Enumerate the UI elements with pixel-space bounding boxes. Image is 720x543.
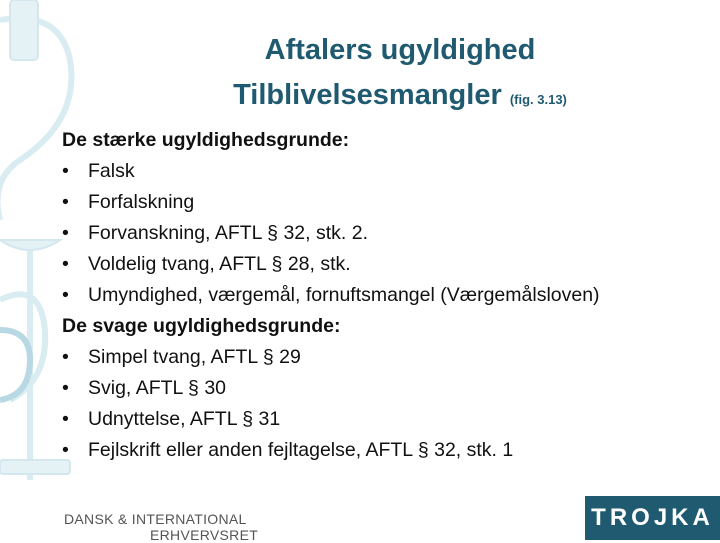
list-item-text: Forfalskning: [88, 191, 195, 213]
list-item-text: Simpel tvang, AFTL § 29: [88, 346, 301, 368]
list-item-text: Umyndighed, værgemål, fornuftsmangel (Værgemålsloven): [88, 284, 600, 306]
footer-publisher: [64, 511, 258, 543]
figure-reference: (fig. 3.13): [509, 92, 567, 107]
list-item: [62, 342, 702, 373]
list-item: [62, 187, 702, 218]
list-item: [62, 156, 702, 187]
list-item: [62, 218, 702, 249]
list-item: [62, 404, 702, 435]
bullet-icon: •: [62, 222, 69, 244]
strong-grounds-heading: De stærke ugyldighedsgrunde:: [62, 129, 350, 151]
list-item: [62, 249, 702, 280]
bullet-icon: •: [62, 284, 69, 306]
list-item-text: Svig, AFTL § 30: [88, 377, 227, 399]
footer-line-1: DANSK & INTERNATIONAL: [64, 511, 247, 527]
list-item-text: Forvanskning, AFTL § 32, stk. 2.: [88, 222, 368, 244]
bullet-icon: •: [62, 408, 69, 430]
list-item: [62, 280, 702, 311]
bullet-icon: •: [62, 160, 69, 182]
bullet-icon: •: [62, 377, 69, 399]
slide-subtitle: [120, 75, 680, 120]
subtitle-text: Tilblivelsesmangler: [233, 79, 502, 111]
slide-title: Aftalers ugyldighed: [264, 34, 536, 66]
list-item-text: Voldelig tvang, AFTL § 28, stk.: [88, 253, 351, 275]
weak-grounds-heading: De svage ugyldighedsgrunde:: [62, 315, 341, 337]
bullet-icon: •: [62, 191, 69, 213]
footer-line-2: ERHVERVSRET: [150, 527, 259, 543]
list-item: [62, 373, 702, 404]
bullet-icon: •: [62, 439, 69, 461]
bullet-icon: •: [62, 346, 69, 368]
bullet-icon: •: [62, 253, 69, 275]
list-item-text: Udnyttelse, AFTL § 31: [88, 408, 281, 430]
list-item-text: Falsk: [88, 160, 135, 182]
list-item: [62, 435, 702, 466]
trojka-logo: TROJKA: [585, 496, 720, 540]
content-body: [62, 125, 702, 466]
list-item-text: Fejlskrift eller anden fejltagelse, AFTL § 32, stk. 1: [88, 439, 514, 461]
